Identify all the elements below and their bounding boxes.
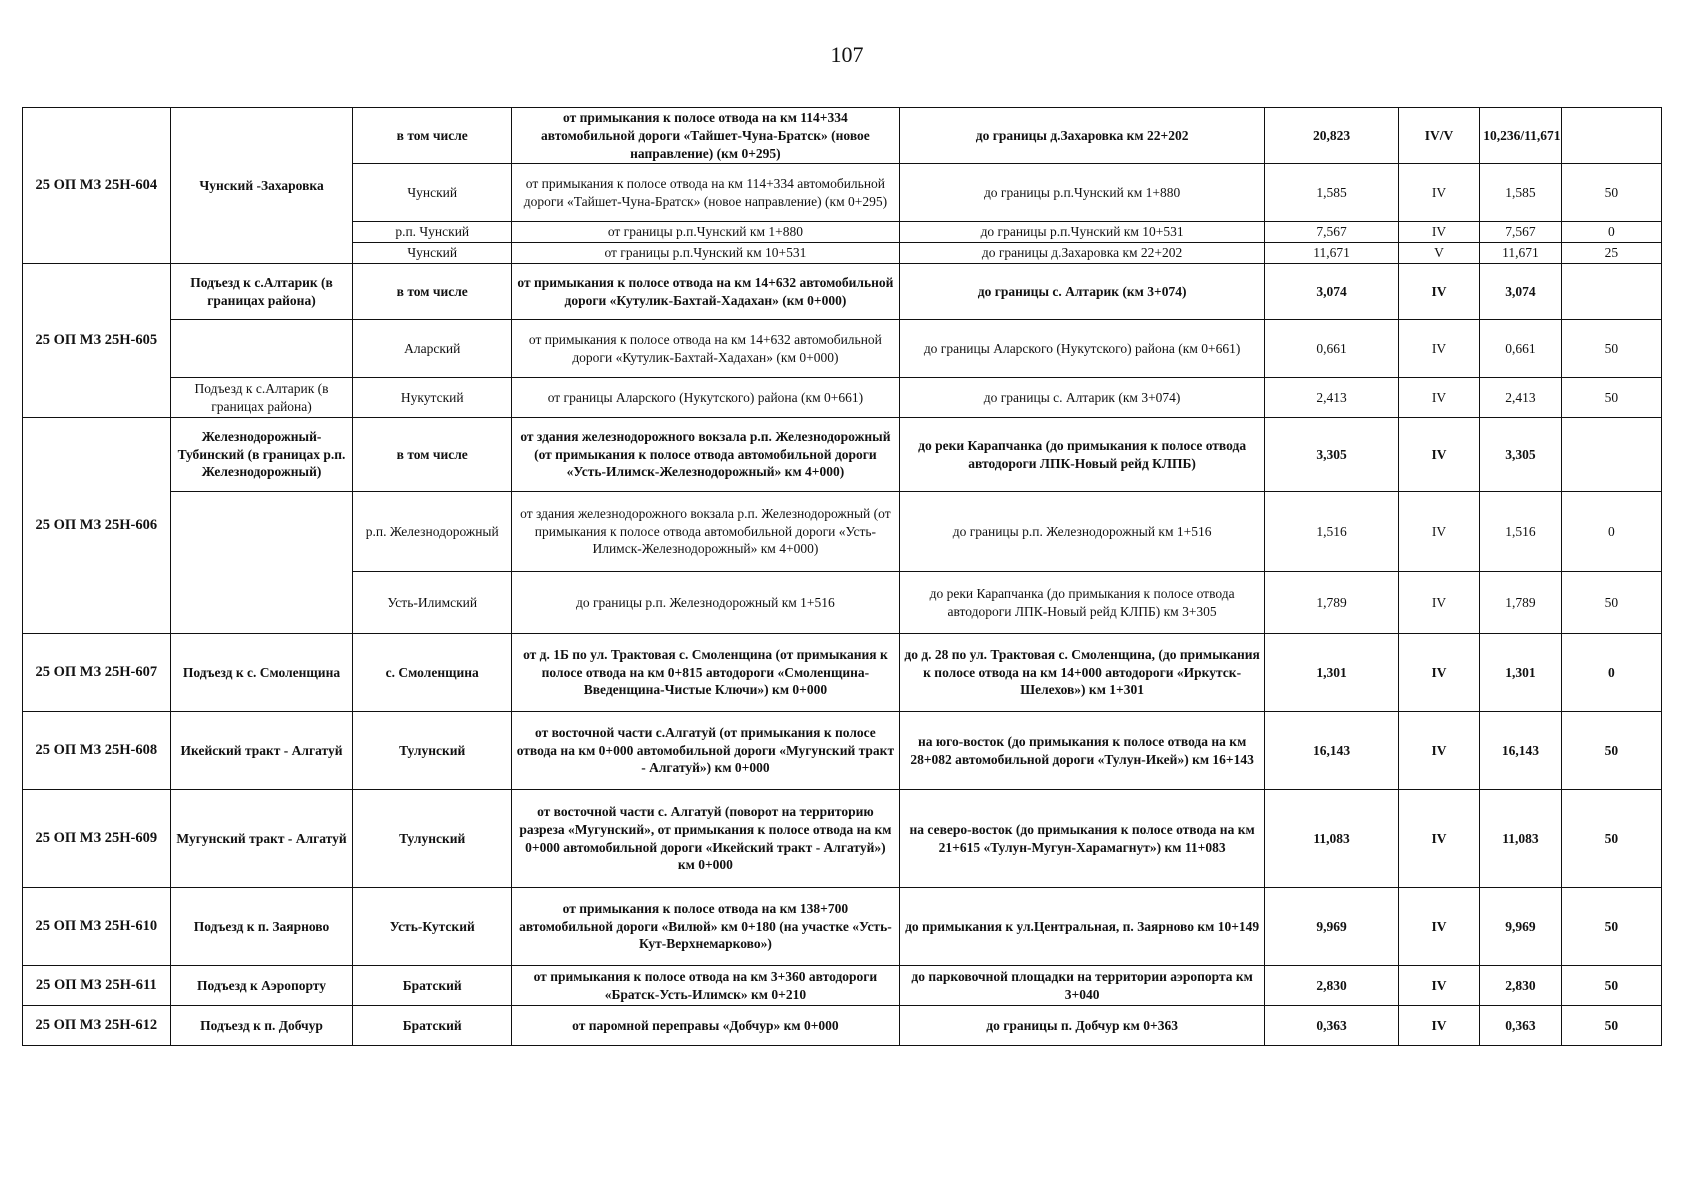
from-cell: от восточной части с. Алгатуй (поворот на территорию разреза «Мугунский», от примыкания к полосе отвода на км 0+000 автомобильной дороги «Икейский тракт - Алгатуй») км 0+000 [512, 790, 900, 888]
district-cell: Нукутский [353, 378, 512, 418]
road-name: Чунский -Захаровка [170, 108, 353, 264]
district-cell: Тулунский [353, 712, 512, 790]
category-cell: IV [1398, 378, 1480, 418]
from-cell: от примыкания к полосе отвода на км 3+360 автодороги «Братск-Усть-Илимск» км 0+210 [512, 966, 900, 1006]
surface-cell: 2,413 [1480, 378, 1562, 418]
district-cell: Чунский [353, 164, 512, 222]
road-code: 25 ОП МЗ 25Н-611 [23, 966, 171, 1006]
district-cell: Братский [353, 1006, 512, 1046]
district-cell: Чунский [353, 243, 512, 264]
table-row [23, 966, 1662, 1006]
percent-cell: 50 [1561, 378, 1661, 418]
from-cell: от д. 1Б по ул. Трактовая с. Смоленщина (от примыкания к полосе отвода на км 0+815 автодороги «Смоленщина-Введенщина-Чистые Ключи») км 0+000 [512, 634, 900, 712]
road-name: Мугунский тракт - Алгатуй [170, 790, 353, 888]
road-code: 25 ОП МЗ 25Н-607 [23, 634, 171, 712]
surface-cell: 3,305 [1480, 418, 1562, 492]
table-row [23, 790, 1662, 888]
length-cell: 16,143 [1265, 712, 1398, 790]
to-cell: на северо-восток (до примыкания к полосе отвода на км 21+615 «Тулун-Мугун-Харамагнут») км 11+083 [899, 790, 1265, 888]
percent-cell: 0 [1561, 492, 1661, 572]
district-cell: в том числе [353, 264, 512, 320]
road-code: 25 ОП МЗ 25Н-605 [23, 264, 171, 418]
road-name: Подъезд к с.Алтарик (в границах района) [170, 378, 353, 418]
table-row [23, 492, 1662, 572]
road-code: 25 ОП МЗ 25Н-610 [23, 888, 171, 966]
percent-cell: 50 [1561, 966, 1661, 1006]
table-row [23, 320, 1662, 378]
category-cell: IV [1398, 222, 1480, 243]
percent-cell [1561, 108, 1661, 164]
district-cell: Тулунский [353, 790, 512, 888]
table-row [23, 634, 1662, 712]
road-name-empty [170, 492, 353, 634]
to-cell: до границы р.п.Чунский км 10+531 [899, 222, 1265, 243]
length-cell: 7,567 [1265, 222, 1398, 243]
surface-cell: 1,789 [1480, 572, 1562, 634]
length-cell: 1,585 [1265, 164, 1398, 222]
from-cell: от границы р.п.Чунский км 10+531 [512, 243, 900, 264]
from-cell: от здания железнодорожного вокзала р.п. Железнодорожный (от примыкания к полосе отвода автомобильной дороги «Усть-Илимск-Железнодорожный» км 4+000) [512, 492, 900, 572]
length-cell: 11,671 [1265, 243, 1398, 264]
district-cell: р.п. Чунский [353, 222, 512, 243]
percent-cell: 50 [1561, 572, 1661, 634]
category-cell: IV [1398, 888, 1480, 966]
length-cell: 0,661 [1265, 320, 1398, 378]
length-cell: 3,305 [1265, 418, 1398, 492]
district-cell: в том числе [353, 108, 512, 164]
road-name: Железнодорожный-Тубинский (в границах р.п. Железнодорожный) [170, 418, 353, 492]
category-cell: IV/V [1398, 108, 1480, 164]
length-cell: 1,789 [1265, 572, 1398, 634]
to-cell: до парковочной площадки на территории аэропорта км 3+040 [899, 966, 1265, 1006]
from-cell: до границы р.п. Железнодорожный км 1+516 [512, 572, 900, 634]
percent-cell: 50 [1561, 164, 1661, 222]
district-cell: в том числе [353, 418, 512, 492]
table-row [23, 712, 1662, 790]
category-cell: IV [1398, 264, 1480, 320]
to-cell: до границы с. Алтарик (км 3+074) [899, 378, 1265, 418]
length-cell: 3,074 [1265, 264, 1398, 320]
surface-cell: 3,074 [1480, 264, 1562, 320]
length-cell: 2,830 [1265, 966, 1398, 1006]
percent-cell: 25 [1561, 243, 1661, 264]
percent-cell [1561, 418, 1661, 492]
percent-cell: 50 [1561, 790, 1661, 888]
to-cell: до границы д.Захаровка км 22+202 [899, 243, 1265, 264]
road-code: 25 ОП МЗ 25Н-604 [23, 108, 171, 264]
road-name: Икейский тракт - Алгатуй [170, 712, 353, 790]
page-number: 107 [830, 42, 864, 67]
table-row [23, 378, 1662, 418]
from-cell: от примыкания к полосе отвода на км 14+632 автомобильной дороги «Кутулик-Бахтай-Хадахан» (км 0+000) [512, 264, 900, 320]
percent-cell: 50 [1561, 320, 1661, 378]
surface-cell: 10,236/11,671 [1480, 108, 1562, 164]
to-cell: до реки Карапчанка (до примыкания к полосе отвода автодороги ЛПК-Новый рейд КЛПБ) [899, 418, 1265, 492]
percent-cell [1561, 264, 1661, 320]
to-cell: до границы д.Захаровка км 22+202 [899, 108, 1265, 164]
surface-cell: 0,661 [1480, 320, 1562, 378]
category-cell: IV [1398, 966, 1480, 1006]
from-cell: от примыкания к полосе отвода на км 138+700 автомобильной дороги «Вилюй» км 0+180 (на участке «Усть-Кут-Верхнемарково») [512, 888, 900, 966]
category-cell: IV [1398, 1006, 1480, 1046]
district-cell: Аларский [353, 320, 512, 378]
percent-cell: 50 [1561, 712, 1661, 790]
roads-table [22, 107, 1662, 1046]
surface-cell: 7,567 [1480, 222, 1562, 243]
road-name: Подъезд к с.Алтарик (в границах района) [170, 264, 353, 320]
road-code: 25 ОП МЗ 25Н-608 [23, 712, 171, 790]
to-cell: на юго-восток (до примыкания к полосе отвода на км 28+082 автомобильной дороги «Тулун-Икей») км 16+143 [899, 712, 1265, 790]
district-cell: р.п. Железнодорожный [353, 492, 512, 572]
category-cell: IV [1398, 712, 1480, 790]
surface-cell: 1,301 [1480, 634, 1562, 712]
length-cell: 11,083 [1265, 790, 1398, 888]
table-row [23, 418, 1662, 492]
surface-cell: 9,969 [1480, 888, 1562, 966]
to-cell: до границы р.п.Чунский км 1+880 [899, 164, 1265, 222]
from-cell: от примыкания к полосе отвода на км 114+334 автомобильной дороги «Тайшет-Чуна-Братск» (новое направление) (км 0+295) [512, 108, 900, 164]
district-cell: Усть-Илимский [353, 572, 512, 634]
percent-cell: 0 [1561, 634, 1661, 712]
from-cell: от примыкания к полосе отвода на км 14+632 автомобильной дороги «Кутулик-Бахтай-Хадахан» (км 0+000) [512, 320, 900, 378]
table-row [23, 888, 1662, 966]
from-cell: от границы р.п.Чунский км 1+880 [512, 222, 900, 243]
length-cell: 20,823 [1265, 108, 1398, 164]
percent-cell: 50 [1561, 888, 1661, 966]
percent-cell: 0 [1561, 222, 1661, 243]
district-cell: с. Смоленщина [353, 634, 512, 712]
to-cell: до примыкания к ул.Центральная, п. Заярново км 10+149 [899, 888, 1265, 966]
from-cell: от примыкания к полосе отвода на км 114+334 автомобильной дороги «Тайшет-Чуна-Братск» (новое направление) (км 0+295) [512, 164, 900, 222]
category-cell: IV [1398, 634, 1480, 712]
surface-cell: 2,830 [1480, 966, 1562, 1006]
road-code: 25 ОП МЗ 25Н-612 [23, 1006, 171, 1046]
to-cell: до границы п. Добчур км 0+363 [899, 1006, 1265, 1046]
road-code: 25 ОП МЗ 25Н-609 [23, 790, 171, 888]
road-name: Подъезд к Аэропорту [170, 966, 353, 1006]
category-cell: V [1398, 243, 1480, 264]
length-cell: 9,969 [1265, 888, 1398, 966]
length-cell: 1,301 [1265, 634, 1398, 712]
from-cell: от восточной части с.Алгатуй (от примыкания к полосе отвода на км 0+000 автомобильной дороги «Мугунский тракт - Алгатуй») км 0+000 [512, 712, 900, 790]
road-name: Подъезд к п. Добчур [170, 1006, 353, 1046]
percent-cell: 50 [1561, 1006, 1661, 1046]
table-row [23, 264, 1662, 320]
to-cell: до границы р.п. Железнодорожный км 1+516 [899, 492, 1265, 572]
surface-cell: 1,585 [1480, 164, 1562, 222]
road-name: Подъезд к с. Смоленщина [170, 634, 353, 712]
to-cell: до д. 28 по ул. Трактовая с. Смоленщина, (до примыкания к полосе отвода на км 14+000 автодороги «Иркутск-Шелехов») км 1+301 [899, 634, 1265, 712]
length-cell: 0,363 [1265, 1006, 1398, 1046]
to-cell: до реки Карапчанка (до примыкания к полосе отвода автодороги ЛПК-Новый рейд КЛПБ) км 3+305 [899, 572, 1265, 634]
from-cell: от паромной переправы «Добчур» км 0+000 [512, 1006, 900, 1046]
surface-cell: 16,143 [1480, 712, 1562, 790]
surface-cell: 11,671 [1480, 243, 1562, 264]
category-cell: IV [1398, 492, 1480, 572]
table-row [23, 108, 1662, 164]
road-code: 25 ОП МЗ 25Н-606 [23, 418, 171, 634]
from-cell: от границы Аларского (Нукутского) района (км 0+661) [512, 378, 900, 418]
category-cell: IV [1398, 320, 1480, 378]
road-name-empty [170, 320, 353, 378]
length-cell: 2,413 [1265, 378, 1398, 418]
category-cell: IV [1398, 164, 1480, 222]
to-cell: до границы с. Алтарик (км 3+074) [899, 264, 1265, 320]
category-cell: IV [1398, 790, 1480, 888]
surface-cell: 11,083 [1480, 790, 1562, 888]
table-row [23, 1006, 1662, 1046]
district-cell: Усть-Кутский [353, 888, 512, 966]
category-cell: IV [1398, 572, 1480, 634]
length-cell: 1,516 [1265, 492, 1398, 572]
district-cell: Братский [353, 966, 512, 1006]
surface-cell: 1,516 [1480, 492, 1562, 572]
from-cell: от здания железнодорожного вокзала р.п. Железнодорожный (от примыкания к полосе отвода автомобильной дороги «Усть-Илимск-Железнодорожный» км 4+000) [512, 418, 900, 492]
road-name: Подъезд к п. Заярново [170, 888, 353, 966]
to-cell: до границы Аларского (Нукутского) района (км 0+661) [899, 320, 1265, 378]
category-cell: IV [1398, 418, 1480, 492]
surface-cell: 0,363 [1480, 1006, 1562, 1046]
